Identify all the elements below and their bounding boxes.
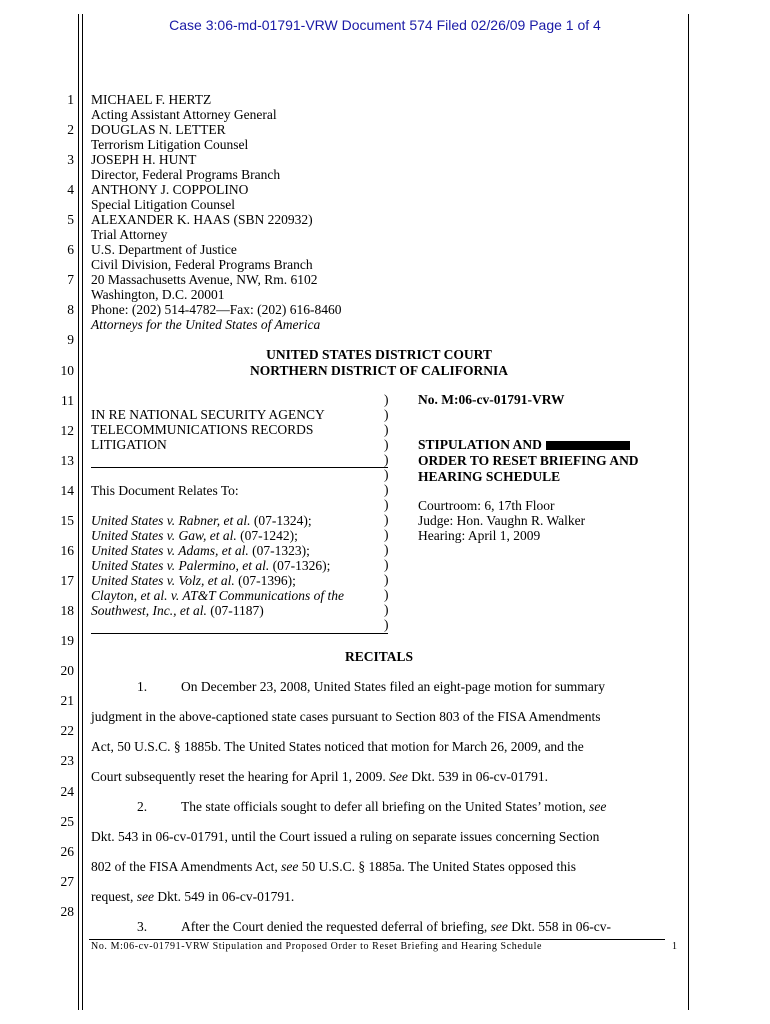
body-line [91, 859, 576, 875]
court-name: UNITED STATES DISTRICT COURT [266, 347, 492, 362]
case-name: Clayton, et al. v. AT&T Communications of the [91, 588, 344, 603]
related-case [91, 588, 344, 603]
line-number: 11 [61, 393, 74, 408]
court-district: NORTHERN DISTRICT OF CALIFORNIA [250, 363, 508, 378]
case-number-label: No. M:06-cv-01791-VRW [418, 392, 565, 407]
related-case [91, 513, 312, 528]
document-title-line [418, 437, 630, 453]
attorney-line: Phone: (202) 514-4782—Fax: (202) 616-8460 [91, 302, 342, 317]
body-line [181, 919, 611, 935]
text-span: Dkt. 558 in 06-cv- [507, 919, 611, 934]
paren: ) [384, 422, 389, 437]
line-number: 6 [67, 242, 74, 257]
left-margin-rule-inner [82, 14, 83, 1010]
line-number: 4 [67, 182, 74, 197]
attorney-line: MICHAEL F. HERTZ [91, 92, 212, 107]
case-number: (07-1242); [236, 528, 298, 543]
document-title-text: STIPULATION AND [418, 437, 542, 452]
related-case [91, 603, 264, 618]
attorney-line: Civil Division, Federal Programs Branch [91, 257, 313, 272]
attorney-line: Director, Federal Programs Branch [91, 167, 281, 182]
attorney-line: U.S. Department of Justice [91, 242, 237, 257]
citation-signal: see [589, 799, 607, 814]
case-header: Case 3:06-md-01791-VRW Document 574 Filed 02/26/09 Page 1 of 4 [169, 17, 601, 33]
case-name: Southwest, Inc., et al. [91, 603, 207, 618]
paragraph-number: 3. [137, 919, 148, 934]
line-number: 5 [67, 212, 74, 227]
attorney-line: Special Litigation Counsel [91, 197, 235, 212]
line-number: 21 [60, 693, 74, 708]
paren: ) [384, 527, 389, 542]
attorney-line: 20 Massachusetts Avenue, NW, Rm. 6102 [91, 272, 318, 287]
paragraph-number: 1. [137, 679, 148, 694]
hearing-info: Hearing: April 1, 2009 [418, 528, 541, 543]
recitals-heading: RECITALS [344, 649, 414, 664]
line-number: 24 [60, 784, 74, 799]
line-number: 25 [60, 814, 74, 829]
caption-divider [91, 467, 388, 468]
body-line: Dkt. 543 in 06-cv-01791, until the Court issued a ruling on separate issues concerning Section [91, 829, 600, 844]
text-span: request, [91, 889, 137, 904]
related-case [91, 528, 298, 543]
paren: ) [384, 557, 389, 572]
line-number: 10 [60, 363, 74, 378]
text-span: The state officials sought to defer all briefing on the United States’ motion, [181, 799, 590, 814]
citation-signal: see [490, 919, 508, 934]
related-case [91, 573, 296, 588]
attorney-line: Trial Attorney [91, 227, 168, 242]
paren: ) [384, 602, 389, 617]
case-name: United States v. Adams, et al. [91, 543, 249, 558]
paren: ) [384, 407, 389, 422]
body-line [91, 889, 294, 905]
case-name: United States v. Palermino, et al. [91, 558, 270, 573]
paren: ) [384, 617, 389, 632]
attorney-line: Attorneys for the United States of America [91, 317, 321, 332]
line-number: 20 [60, 663, 74, 678]
body-line [181, 799, 606, 815]
text-span: Court subsequently reset the hearing for April 1, 2009. [91, 769, 390, 784]
case-number: (07-1396); [234, 573, 296, 588]
line-number: 9 [67, 332, 74, 347]
attorney-line: ANTHONY J. COPPOLINO [91, 182, 249, 197]
attorney-line: Acting Assistant Attorney General [91, 107, 277, 122]
left-margin-rule-outer [78, 14, 79, 1010]
body-line: Act, 50 U.S.C. § 1885b. The United States noticed that motion for March 26, 2009, and the [91, 739, 584, 754]
paragraph-number: 2. [137, 799, 148, 814]
line-number: 12 [60, 423, 74, 438]
citation-signal: See [389, 769, 408, 784]
body-line: On December 23, 2008, United States filed an eight-page motion for summary [181, 679, 606, 694]
caption-title-line: LITIGATION [91, 437, 167, 452]
line-number: 19 [60, 633, 74, 648]
text-span: After the Court denied the requested deferral of briefing, [181, 919, 491, 934]
line-number: 27 [60, 874, 74, 889]
case-name: United States v. Rabner, et al. [91, 513, 251, 528]
attorney-line: ALEXANDER K. HAAS (SBN 220932) [91, 212, 313, 227]
case-name: United States v. Volz, et al. [91, 573, 235, 588]
case-number: (07-1324); [250, 513, 312, 528]
line-number: 22 [60, 723, 74, 738]
case-number: (07-1326); [269, 558, 331, 573]
paren: ) [384, 467, 389, 482]
document-title-line: HEARING SCHEDULE [418, 469, 561, 484]
footer-text: No. M:06-cv-01791-VRW Stipulation and Proposed Order to Reset Briefing and Hearing Schedule [91, 941, 543, 952]
line-number: 16 [60, 543, 74, 558]
line-number: 13 [60, 453, 74, 468]
caption-title-line: TELECOMMUNICATIONS RECORDS [91, 422, 314, 437]
attorney-line: JOSEPH H. HUNT [91, 152, 197, 167]
line-number: 15 [60, 513, 74, 528]
caption-bottom-divider [91, 633, 388, 634]
line-number: 8 [67, 302, 74, 317]
caption-title-line: IN RE NATIONAL SECURITY AGENCY [91, 407, 325, 422]
paren: ) [384, 482, 389, 497]
line-number: 2 [67, 122, 74, 137]
paren: ) [384, 437, 389, 452]
paren: ) [384, 512, 389, 527]
relates-to-label: This Document Relates To: [91, 483, 239, 498]
body-line [91, 769, 548, 785]
page-number: 1 [672, 941, 677, 952]
attorney-line: Washington, D.C. 20001 [91, 287, 225, 302]
citation-signal: see [136, 889, 154, 904]
paren: ) [384, 392, 389, 407]
judge-info: Judge: Hon. Vaughn R. Walker [418, 513, 586, 528]
text-span: 802 of the FISA Amendments Act, [91, 859, 282, 874]
line-number: 1 [67, 92, 74, 107]
line-number: 3 [67, 152, 74, 167]
related-case [91, 543, 310, 558]
related-case [91, 558, 330, 573]
line-number: 14 [60, 483, 74, 498]
paren: ) [384, 497, 389, 512]
redaction-mark [546, 441, 630, 450]
paren: ) [384, 572, 389, 587]
text-span: Dkt. 539 in 06-cv-01791. [407, 769, 549, 784]
body-line: judgment in the above-captioned state cases pursuant to Section 803 of the FISA Amendments [91, 709, 601, 724]
line-number: 7 [67, 272, 74, 287]
attorney-line: DOUGLAS N. LETTER [91, 122, 226, 137]
paren: ) [384, 452, 389, 467]
courtroom-info: Courtroom: 6, 17th Floor [418, 498, 555, 513]
case-number: (07-1187) [206, 603, 264, 618]
right-margin-rule [688, 14, 689, 1010]
line-number: 28 [60, 904, 74, 919]
paren: ) [384, 587, 389, 602]
footer-rule [89, 939, 665, 940]
line-number: 17 [60, 573, 74, 588]
text-span: 50 U.S.C. § 1885a. The United States opposed this [298, 859, 576, 874]
line-number: 18 [60, 603, 74, 618]
line-number: 23 [60, 753, 74, 768]
line-number: 26 [60, 844, 74, 859]
text-span: Dkt. 549 in 06-cv-01791. [153, 889, 295, 904]
document-title-line: ORDER TO RESET BRIEFING AND [418, 453, 639, 468]
citation-signal: see [281, 859, 299, 874]
case-number: (07-1323); [248, 543, 310, 558]
case-name: United States v. Gaw, et al. [91, 528, 237, 543]
paren: ) [384, 542, 389, 557]
attorney-line: Terrorism Litigation Counsel [91, 137, 249, 152]
